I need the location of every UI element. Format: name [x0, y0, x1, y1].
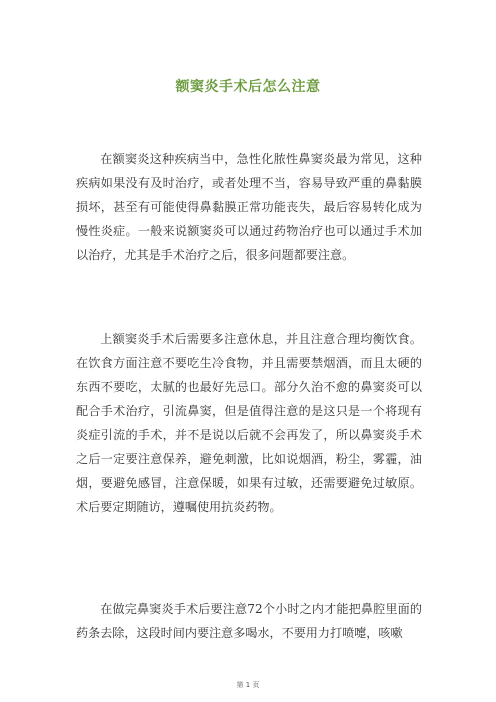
paragraph-3: 在做完鼻窦炎手术后要注意72个小时之内才能把鼻腔里面的药条去除，这段时间内要注意多喝水，不要用力打喷嚏，咳嗽: [76, 602, 422, 640]
paragraph-2: 上额窦炎手术后需要多注意休息，并且注意合理均衡饮食。在饮食方面注意不要吃生冷食物，并且需要禁烟酒，而且太硬的东西不要吃，太腻的也最好先忌口。部分久治不愈的鼻窦炎可以配合手术治疗，引流鼻窦，但是值得注意的是这只是一个将现有炎症引流的手术，并不是说以后就不会再发了，所以鼻窦炎手术之后一定要注意保养，避免刺激，比如说烟酒，粉尘，雾霾，油烟，要避免感冒，注意保暖，如果有过敏，还需要避免过敏原。术后要定期随访，遵嘱使用抗炎药物。: [76, 332, 422, 514]
paragraph-1: 在额窦炎这种疾病当中，急性化脓性鼻窦炎最为常见，这种疾病如果没有及时治疗，或者处理不当，容易导致严重的鼻黏膜损坏，甚至有可能使得鼻黏膜正常功能丧失，最后容易转化成为慢性炎症。一般来说额窦炎可以通过药物治疗也可以通过手术加以治疗，尤其是手术治疗之后，很多问题都要注意。: [76, 152, 422, 262]
page-number: 第 1 页: [236, 681, 260, 689]
document-title: 额窦炎手术后怎么注意: [175, 79, 321, 95]
